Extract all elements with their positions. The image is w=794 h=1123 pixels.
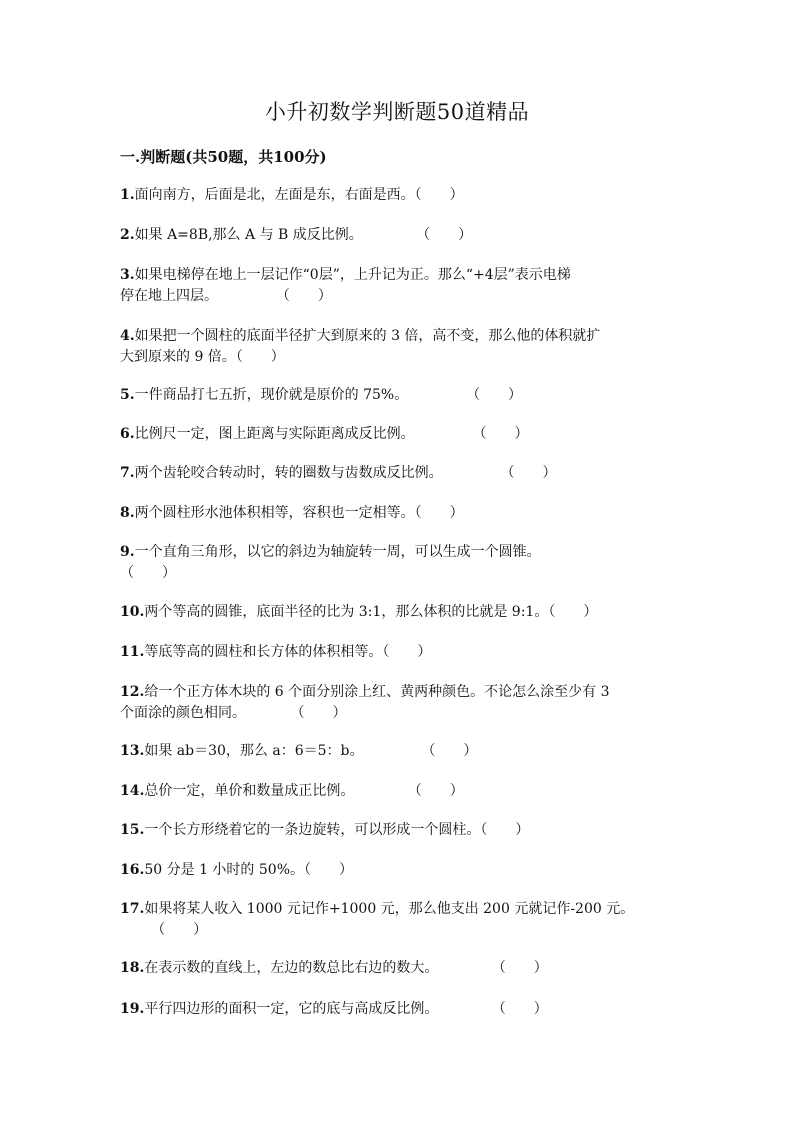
answer-gap: [354, 783, 407, 799]
answer-blank[interactable]: （ ）: [414, 187, 464, 203]
question-number: 13.: [120, 743, 145, 759]
question-item: [120, 424, 680, 445]
answer-blank[interactable]: （ ）: [120, 565, 176, 581]
answer-blank[interactable]: （ ）: [421, 743, 478, 759]
answer-blank[interactable]: （ ）: [472, 426, 529, 442]
question-text-continued: [120, 347, 680, 368]
question-item: [120, 385, 680, 406]
answer-gap: [120, 922, 151, 938]
answer-blank[interactable]: （ ）: [500, 465, 557, 481]
question-item: [120, 463, 680, 484]
question-number: 4.: [120, 328, 135, 344]
question-text-continued: [120, 286, 680, 307]
answer-blank[interactable]: （ ）: [480, 822, 530, 838]
question-number: 7.: [120, 465, 135, 481]
question-item: [120, 781, 680, 802]
question-item: [120, 642, 680, 663]
answer-gap: [438, 960, 491, 976]
answer-gap: [438, 1001, 491, 1017]
question-text: 如果电梯停在地上一层记作“0层”，上升记为正。那么“+4层”表示电梯: [134, 267, 571, 283]
question-text: 面向南方，后面是北，左面是东，右面是西。: [134, 187, 415, 203]
answer-blank[interactable]: （ ）: [290, 705, 347, 721]
question-text-continued: [120, 563, 680, 584]
question-number: 6.: [120, 426, 135, 442]
answer-gap: [443, 465, 501, 481]
question-text-line2: 停在地上四层。: [120, 288, 218, 304]
question-text-line2: 个面涂的颜色相同。: [120, 705, 246, 721]
question-number: 5.: [120, 387, 135, 403]
question-text: 如果把一个圆柱的底面半径扩大到原来的 3 倍，高不变，那么他的体积就扩: [134, 328, 601, 344]
question-item: [120, 860, 680, 881]
answer-blank[interactable]: （ ）: [548, 604, 598, 620]
question-number: 19.: [120, 1001, 145, 1017]
answer-gap: [415, 426, 473, 442]
question-text-continued: [120, 703, 680, 724]
question-text: 50 分是 1 小时的 50%。: [144, 862, 304, 878]
question-number: 2.: [120, 227, 135, 243]
answer-blank[interactable]: （ ）: [491, 1001, 548, 1017]
question-item: [120, 185, 680, 206]
question-number: 3.: [120, 267, 135, 283]
question-text: 一个直角三角形，以它的斜边为轴旋转一周，可以生成一个圆锥。: [134, 544, 541, 560]
answer-blank[interactable]: （ ）: [414, 505, 464, 521]
answer-blank[interactable]: （ ）: [491, 960, 548, 976]
answer-blank[interactable]: （ ）: [382, 644, 432, 660]
question-item: [120, 958, 680, 979]
question-number: 12.: [120, 684, 145, 700]
question-text: 如果 A=8B,那么 A 与 B 成反比例。: [134, 227, 363, 243]
answer-gap: [246, 705, 291, 721]
question-text: 如果 ab＝30，那么 a：6＝5：b。: [144, 743, 364, 759]
question-number: 9.: [120, 544, 135, 560]
answer-gap: [363, 227, 416, 243]
question-item: [120, 225, 680, 246]
question-number: 1.: [120, 187, 135, 203]
question-item: [120, 741, 680, 762]
question-item: [120, 820, 680, 841]
question-text: 如果将某人收入 1000 元记作+1000 元，那么他支出 200 元就记作-200 元。: [144, 901, 635, 917]
answer-blank[interactable]: （ ）: [275, 288, 332, 304]
question-text: 一个长方形绕着它的一条边旋转，可以形成一个圆柱。: [144, 822, 481, 838]
question-text: 总价一定，单价和数量成正比例。: [144, 783, 355, 799]
answer-blank[interactable]: （ ）: [235, 349, 285, 365]
question-item: [120, 503, 680, 524]
question-text: 一件商品打七五折，现价就是原价的 75%。: [134, 387, 409, 403]
answer-gap: [408, 387, 466, 403]
answer-blank[interactable]: （ ）: [304, 862, 353, 878]
question-text: 两个等高的圆锥，底面半径的比为 3:1，那么体积的比就是 9:1。: [144, 604, 549, 620]
question-text-continued: [120, 920, 680, 941]
question-item: [120, 999, 680, 1020]
question-number: 18.: [120, 960, 145, 976]
question-number: 8.: [120, 505, 135, 521]
question-text: 在表示数的直线上，左边的数总比右边的数大。: [144, 960, 439, 976]
question-number: 17.: [120, 901, 145, 917]
question-text: 比例尺一定，图上距离与实际距离成反比例。: [134, 426, 415, 442]
section-heading: 一.判断题(共50题，共100分): [120, 148, 327, 166]
question-item: [120, 899, 680, 941]
question-item: [120, 326, 680, 368]
answer-gap: [218, 288, 276, 304]
question-item: [120, 265, 680, 307]
question-number: 11.: [120, 644, 145, 660]
answer-blank[interactable]: （ ）: [416, 227, 473, 243]
answer-blank[interactable]: （ ）: [151, 922, 208, 938]
question-number: 15.: [120, 822, 145, 838]
question-text: 给一个正方体木块的 6 个面分别涂上红、黄两种颜色。不论怎么涂至少有 3: [144, 684, 610, 700]
question-text: 两个齿轮咬合转动时，转的圈数与齿数成反比例。: [134, 465, 443, 481]
question-number: 14.: [120, 783, 145, 799]
question-number: 16.: [120, 862, 145, 878]
answer-gap: [364, 743, 422, 759]
answer-blank[interactable]: （ ）: [466, 387, 523, 403]
answer-blank[interactable]: （ ）: [407, 783, 464, 799]
question-text: 两个圆柱形水池体积相等，容积也一定相等。: [134, 505, 415, 521]
question-number: 10.: [120, 604, 145, 620]
question-item: [120, 602, 680, 623]
question-item: [120, 542, 680, 584]
question-text-line2: 大到原来的 9 倍。: [120, 349, 236, 365]
question-item: [120, 682, 680, 724]
question-text: 平行四边形的面积一定，它的底与高成反比例。: [144, 1001, 439, 1017]
question-text: 等底等高的圆柱和长方体的体积相等。: [144, 644, 383, 660]
page-title: 小升初数学判断题50道精品: [264, 100, 530, 124]
